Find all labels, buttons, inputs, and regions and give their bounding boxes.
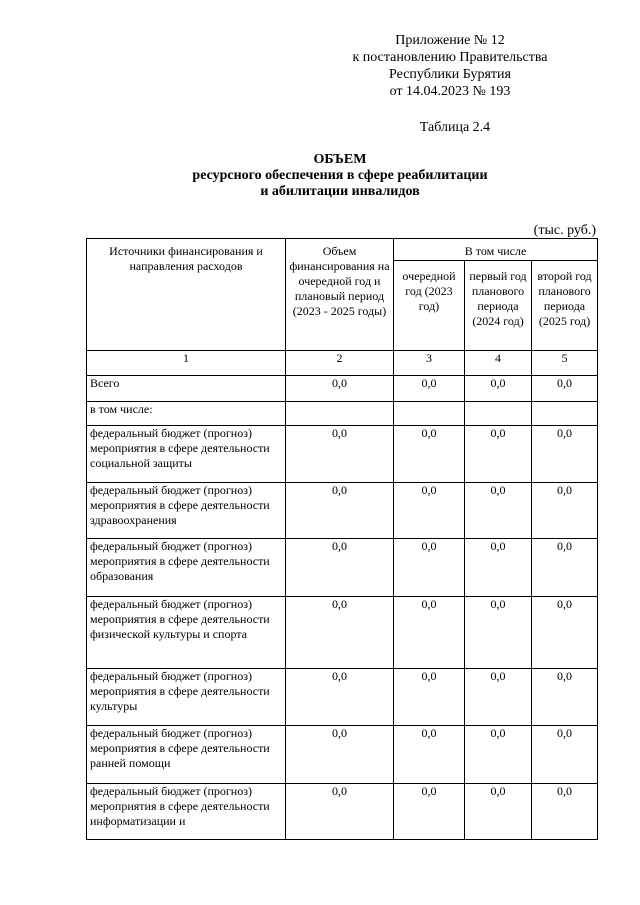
row-value: 0,0 (286, 784, 394, 840)
row-value: 0,0 (465, 669, 532, 726)
column-number: 2 (286, 351, 394, 376)
column-numbers-row (87, 351, 598, 376)
row-value: 0,0 (394, 597, 465, 669)
appendix-line: Приложение № 12 (395, 33, 505, 48)
appendix-line: от 14.04.2023 № 193 (389, 84, 511, 99)
row-label: Всего (87, 376, 286, 402)
table-row (87, 597, 598, 669)
appendix-line: Республики Бурятия (389, 67, 511, 82)
row-label: федеральный бюджет (прогноз) мероприятия в сфере деятельности информатизации и (87, 784, 286, 840)
row-label: федеральный бюджет (прогноз) мероприятия в сфере деятельности образования (87, 539, 286, 597)
row-value: 0,0 (532, 539, 598, 597)
table-row (87, 402, 598, 426)
appendix-header (300, 32, 600, 100)
header-volume: Объем финансирования на очередной год и плановый период (2023 - 2025 годы) (286, 239, 394, 351)
row-value: 0,0 (465, 784, 532, 840)
row-label: в том числе: (87, 402, 286, 426)
row-value: 0,0 (532, 726, 598, 784)
row-value: 0,0 (465, 483, 532, 539)
table-row (87, 483, 598, 539)
header-year-2023: очередной год (2023 год) (394, 261, 465, 351)
row-label: федеральный бюджет (прогноз) мероприятия в сфере деятельности культуры (87, 669, 286, 726)
row-value (465, 402, 532, 426)
row-label: федеральный бюджет (прогноз) мероприятия в сфере деятельности ранней помощи (87, 726, 286, 784)
title-line: ресурсного обеспечения в сфере реабилитации (192, 168, 488, 183)
header-year-2024: первый год планового периода (2024 год) (465, 261, 532, 351)
row-value: 0,0 (286, 539, 394, 597)
row-value: 0,0 (286, 483, 394, 539)
row-value: 0,0 (465, 426, 532, 483)
table-row (87, 726, 598, 784)
row-value (532, 402, 598, 426)
title-line: и абилитации инвалидов (260, 184, 420, 199)
row-value: 0,0 (286, 597, 394, 669)
row-value: 0,0 (532, 483, 598, 539)
table-label: Таблица 2.4 (419, 120, 491, 135)
row-value: 0,0 (465, 726, 532, 784)
appendix-line: к постановлению Правительства (352, 50, 548, 65)
table-row (87, 784, 598, 840)
document-title (120, 152, 560, 200)
row-value: 0,0 (532, 597, 598, 669)
header-sources: Источники финансирования и направления расходов (87, 239, 286, 351)
row-value: 0,0 (465, 597, 532, 669)
row-value: 0,0 (394, 539, 465, 597)
header-group: В том числе (394, 239, 598, 261)
row-value: 0,0 (465, 376, 532, 402)
row-value: 0,0 (394, 726, 465, 784)
column-number: 5 (532, 351, 598, 376)
funding-table (86, 238, 598, 840)
row-value (286, 402, 394, 426)
row-value: 0,0 (532, 669, 598, 726)
row-value: 0,0 (532, 426, 598, 483)
row-value: 0,0 (286, 426, 394, 483)
row-label: федеральный бюджет (прогноз) мероприятия в сфере деятельности здравоохранения (87, 483, 286, 539)
units-label: (тыс. руб.) (533, 223, 596, 238)
row-value: 0,0 (532, 376, 598, 402)
header-year-2025: второй год планового периода (2025 год) (532, 261, 598, 351)
row-label: федеральный бюджет (прогноз) мероприятия в сфере деятельности физической культуры и спорта (87, 597, 286, 669)
row-value: 0,0 (286, 669, 394, 726)
column-number: 3 (394, 351, 465, 376)
row-value: 0,0 (394, 426, 465, 483)
column-number: 4 (465, 351, 532, 376)
row-label: федеральный бюджет (прогноз) мероприятия в сфере деятельности социальной защиты (87, 426, 286, 483)
row-value: 0,0 (394, 669, 465, 726)
row-value: 0,0 (286, 726, 394, 784)
row-value: 0,0 (465, 539, 532, 597)
table-row (87, 539, 598, 597)
row-value: 0,0 (394, 483, 465, 539)
row-value: 0,0 (394, 784, 465, 840)
row-value: 0,0 (394, 376, 465, 402)
title-line: ОБЪЕМ (313, 152, 367, 167)
row-value (394, 402, 465, 426)
column-number: 1 (87, 351, 286, 376)
row-value: 0,0 (286, 376, 394, 402)
row-value: 0,0 (532, 784, 598, 840)
table-row (87, 376, 598, 402)
table-row (87, 669, 598, 726)
table-row (87, 426, 598, 483)
